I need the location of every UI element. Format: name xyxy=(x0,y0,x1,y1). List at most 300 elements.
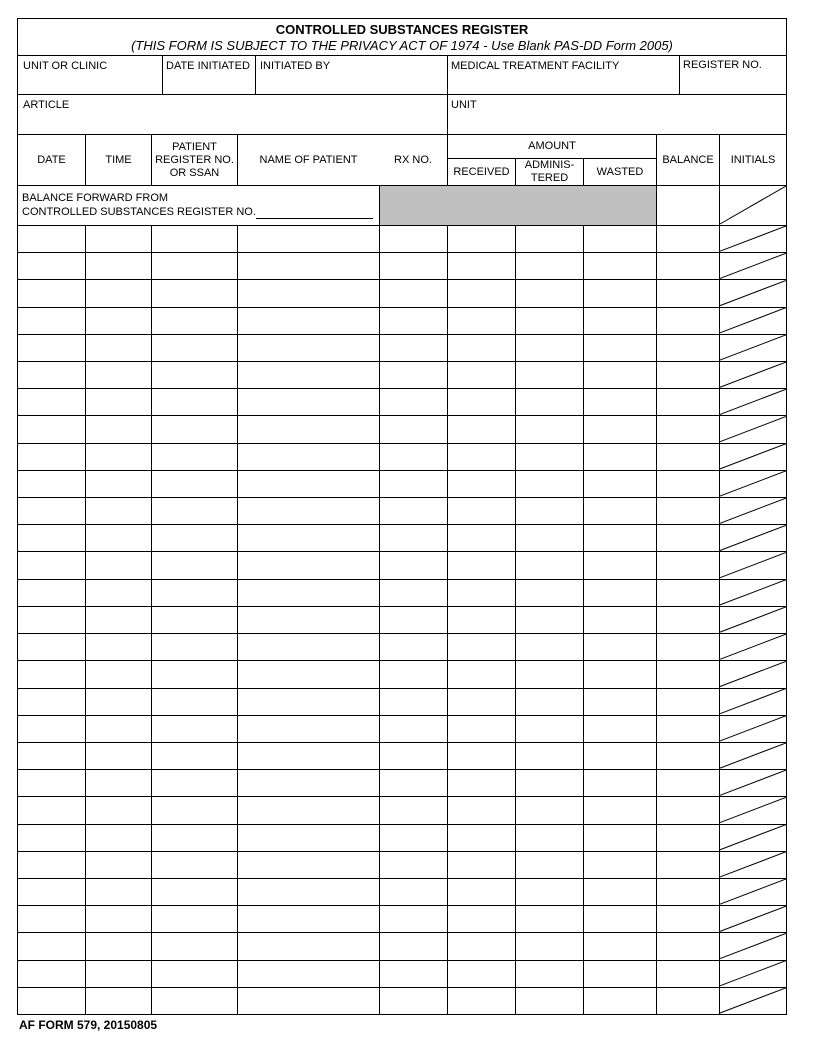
cell-wasted[interactable] xyxy=(584,497,656,524)
cell-rx-no[interactable] xyxy=(380,878,447,905)
cell-date[interactable] xyxy=(19,796,85,823)
cell-name-of-patient[interactable] xyxy=(238,960,379,987)
cell-received[interactable] xyxy=(448,633,515,660)
cell-balance[interactable] xyxy=(657,415,719,442)
cell-wasted[interactable] xyxy=(584,415,656,442)
balance-forward-label-line1: BALANCE FORWARD FROM xyxy=(22,192,169,204)
initials-diagonal xyxy=(720,389,786,414)
cell-wasted[interactable] xyxy=(584,307,656,334)
cell-patient-register[interactable] xyxy=(152,660,237,687)
cell-patient-register[interactable] xyxy=(152,606,237,633)
cell-wasted[interactable] xyxy=(584,960,656,987)
cell-wasted[interactable] xyxy=(584,252,656,279)
cell-name-of-patient[interactable] xyxy=(238,742,379,769)
cell-received[interactable] xyxy=(448,279,515,306)
col-balance-header: BALANCE xyxy=(662,153,714,166)
cell-date[interactable] xyxy=(19,307,85,334)
cell-patient-register[interactable] xyxy=(152,688,237,715)
cell-name-of-patient[interactable] xyxy=(238,361,379,388)
cell-administered[interactable] xyxy=(516,334,583,361)
cell-received[interactable] xyxy=(448,688,515,715)
initials-diagonal xyxy=(720,580,786,605)
cell-date[interactable] xyxy=(19,905,85,932)
cell-name-of-patient[interactable] xyxy=(238,878,379,905)
cell-wasted[interactable] xyxy=(584,796,656,823)
table-row xyxy=(18,579,786,606)
cell-rx-no[interactable] xyxy=(380,769,447,796)
cell-time[interactable] xyxy=(86,334,151,361)
initials-diagonal xyxy=(720,280,786,305)
cell-wasted[interactable] xyxy=(584,987,656,1014)
cell-time[interactable] xyxy=(86,415,151,442)
cell-administered[interactable] xyxy=(516,715,583,742)
cell-date[interactable] xyxy=(19,415,85,442)
initials-diagonal xyxy=(720,335,786,360)
cell-administered[interactable] xyxy=(516,932,583,959)
cell-received[interactable] xyxy=(448,769,515,796)
cell-wasted[interactable] xyxy=(584,470,656,497)
cell-time[interactable] xyxy=(86,878,151,905)
balance-forward-register-no-input[interactable] xyxy=(256,205,373,219)
article-field[interactable] xyxy=(18,95,447,134)
cell-date[interactable] xyxy=(19,960,85,987)
cell-name-of-patient[interactable] xyxy=(238,443,379,470)
cell-received[interactable] xyxy=(448,551,515,578)
initials-diagonal xyxy=(720,525,786,550)
cell-patient-register[interactable] xyxy=(152,715,237,742)
cell-name-of-patient[interactable] xyxy=(238,334,379,361)
cell-balance[interactable] xyxy=(657,660,719,687)
cell-date[interactable] xyxy=(19,769,85,796)
form-subtitle: (THIS FORM IS SUBJECT TO THE PRIVACY ACT OF 1974 - Use Blank PAS-DD Form 2005) xyxy=(131,38,673,53)
cell-time[interactable] xyxy=(86,443,151,470)
cell-wasted[interactable] xyxy=(584,361,656,388)
cell-patient-register[interactable] xyxy=(152,769,237,796)
cell-balance[interactable] xyxy=(657,932,719,959)
cell-name-of-patient[interactable] xyxy=(238,905,379,932)
cell-time[interactable] xyxy=(86,715,151,742)
cell-balance[interactable] xyxy=(657,579,719,606)
cell-rx-no[interactable] xyxy=(380,851,447,878)
cell-balance[interactable] xyxy=(657,470,719,497)
cell-date[interactable] xyxy=(19,252,85,279)
cell-rx-no[interactable] xyxy=(380,252,447,279)
cell-patient-register[interactable] xyxy=(152,252,237,279)
cell-balance[interactable] xyxy=(657,633,719,660)
table-row xyxy=(18,551,786,578)
cell-wasted[interactable] xyxy=(584,905,656,932)
register-no-field[interactable] xyxy=(680,56,786,94)
table-row xyxy=(18,905,786,932)
initials-diagonal xyxy=(720,988,786,1013)
cell-wasted[interactable] xyxy=(584,742,656,769)
cell-name-of-patient[interactable] xyxy=(238,796,379,823)
cell-name-of-patient[interactable] xyxy=(238,225,379,252)
unit-field[interactable] xyxy=(448,95,786,134)
initiated-by-field[interactable] xyxy=(256,56,447,94)
cell-name-of-patient[interactable] xyxy=(238,497,379,524)
cell-wasted[interactable] xyxy=(584,524,656,551)
cell-rx-no[interactable] xyxy=(380,742,447,769)
cell-patient-register[interactable] xyxy=(152,878,237,905)
cell-time[interactable] xyxy=(86,388,151,415)
cell-administered[interactable] xyxy=(516,551,583,578)
cell-balance[interactable] xyxy=(657,388,719,415)
cell-balance[interactable] xyxy=(657,551,719,578)
table-row xyxy=(18,415,786,442)
cell-name-of-patient[interactable] xyxy=(238,633,379,660)
cell-administered[interactable] xyxy=(516,633,583,660)
cell-patient-register[interactable] xyxy=(152,334,237,361)
cell-time[interactable] xyxy=(86,497,151,524)
cell-wasted[interactable] xyxy=(584,633,656,660)
cell-balance[interactable] xyxy=(657,334,719,361)
balance-forward-shaded-area xyxy=(379,186,656,225)
cell-name-of-patient[interactable] xyxy=(238,769,379,796)
cell-time[interactable] xyxy=(86,987,151,1014)
cell-time[interactable] xyxy=(86,551,151,578)
cell-rx-no[interactable] xyxy=(380,987,447,1014)
initials-diagonal xyxy=(720,716,786,741)
cell-date[interactable] xyxy=(19,851,85,878)
cell-rx-no[interactable] xyxy=(380,606,447,633)
cell-rx-no[interactable] xyxy=(380,334,447,361)
table-row xyxy=(18,470,786,497)
cell-rx-no[interactable] xyxy=(380,470,447,497)
cell-received[interactable] xyxy=(448,225,515,252)
cell-wasted[interactable] xyxy=(584,932,656,959)
table-row xyxy=(18,851,786,878)
cell-date[interactable] xyxy=(19,932,85,959)
cell-received[interactable] xyxy=(448,334,515,361)
cell-received[interactable] xyxy=(448,470,515,497)
cell-time[interactable] xyxy=(86,660,151,687)
cell-received[interactable] xyxy=(448,660,515,687)
table-row xyxy=(18,960,786,987)
cell-time[interactable] xyxy=(86,579,151,606)
cell-name-of-patient[interactable] xyxy=(238,932,379,959)
cell-patient-register[interactable] xyxy=(152,415,237,442)
col-amount-header: AMOUNT xyxy=(528,140,576,152)
cell-date[interactable] xyxy=(19,660,85,687)
cell-patient-register[interactable] xyxy=(152,307,237,334)
cell-balance[interactable] xyxy=(657,878,719,905)
initials-diagonal xyxy=(720,362,786,387)
cell-balance[interactable] xyxy=(657,606,719,633)
unit-or-clinic-field[interactable] xyxy=(18,56,162,94)
cell-administered[interactable] xyxy=(516,579,583,606)
cell-rx-no[interactable] xyxy=(380,660,447,687)
cell-time[interactable] xyxy=(86,905,151,932)
cell-balance[interactable] xyxy=(657,443,719,470)
cell-patient-register[interactable] xyxy=(152,470,237,497)
cell-date[interactable] xyxy=(19,633,85,660)
cell-date[interactable] xyxy=(19,225,85,252)
medical-treatment-facility-field[interactable] xyxy=(448,56,679,94)
cell-name-of-patient[interactable] xyxy=(238,524,379,551)
cell-administered[interactable] xyxy=(516,388,583,415)
cell-balance[interactable] xyxy=(657,497,719,524)
cell-time[interactable] xyxy=(86,606,151,633)
cell-time[interactable] xyxy=(86,851,151,878)
cell-rx-no[interactable] xyxy=(380,932,447,959)
cell-name-of-patient[interactable] xyxy=(238,551,379,578)
cell-received[interactable] xyxy=(448,905,515,932)
cell-time[interactable] xyxy=(86,824,151,851)
cell-rx-no[interactable] xyxy=(380,388,447,415)
cell-name-of-patient[interactable] xyxy=(238,252,379,279)
cell-time[interactable] xyxy=(86,688,151,715)
cell-balance[interactable] xyxy=(657,960,719,987)
cell-balance[interactable] xyxy=(657,715,719,742)
cell-patient-register[interactable] xyxy=(152,633,237,660)
cell-name-of-patient[interactable] xyxy=(238,579,379,606)
col-date-header: DATE xyxy=(37,153,66,166)
cell-time[interactable] xyxy=(86,742,151,769)
cell-date[interactable] xyxy=(19,878,85,905)
cell-balance[interactable] xyxy=(657,252,719,279)
table-row xyxy=(18,225,786,252)
cell-patient-register[interactable] xyxy=(152,960,237,987)
cell-time[interactable] xyxy=(86,932,151,959)
cell-received[interactable] xyxy=(448,443,515,470)
cell-received[interactable] xyxy=(448,960,515,987)
cell-balance[interactable] xyxy=(657,688,719,715)
initials-diagonal xyxy=(720,308,786,333)
cell-administered[interactable] xyxy=(516,824,583,851)
cell-time[interactable] xyxy=(86,769,151,796)
cell-received[interactable] xyxy=(448,851,515,878)
cell-patient-register[interactable] xyxy=(152,932,237,959)
cell-rx-no[interactable] xyxy=(380,905,447,932)
cell-balance[interactable] xyxy=(657,851,719,878)
cell-administered[interactable] xyxy=(516,225,583,252)
cell-time[interactable] xyxy=(86,796,151,823)
cell-wasted[interactable] xyxy=(584,579,656,606)
cell-balance[interactable] xyxy=(657,905,719,932)
cell-name-of-patient[interactable] xyxy=(238,660,379,687)
cell-administered[interactable] xyxy=(516,443,583,470)
cell-rx-no[interactable] xyxy=(380,307,447,334)
cell-time[interactable] xyxy=(86,960,151,987)
cell-administered[interactable] xyxy=(516,960,583,987)
cell-date[interactable] xyxy=(19,524,85,551)
cell-date[interactable] xyxy=(19,551,85,578)
cell-received[interactable] xyxy=(448,878,515,905)
cell-rx-no[interactable] xyxy=(380,225,447,252)
initials-diagonal xyxy=(720,689,786,714)
cell-time[interactable] xyxy=(86,307,151,334)
cell-time[interactable] xyxy=(86,252,151,279)
cell-name-of-patient[interactable] xyxy=(238,715,379,742)
cell-received[interactable] xyxy=(448,579,515,606)
cell-patient-register[interactable] xyxy=(152,497,237,524)
cell-balance[interactable] xyxy=(657,796,719,823)
cell-name-of-patient[interactable] xyxy=(238,415,379,442)
cell-rx-no[interactable] xyxy=(380,796,447,823)
cell-patient-register[interactable] xyxy=(152,388,237,415)
cell-date[interactable] xyxy=(19,688,85,715)
cell-rx-no[interactable] xyxy=(380,824,447,851)
cell-balance[interactable] xyxy=(657,225,719,252)
cell-balance[interactable] xyxy=(657,824,719,851)
cell-wasted[interactable] xyxy=(584,878,656,905)
cell-wasted[interactable] xyxy=(584,851,656,878)
cell-wasted[interactable] xyxy=(584,824,656,851)
cell-date[interactable] xyxy=(19,388,85,415)
cell-rx-no[interactable] xyxy=(380,415,447,442)
cell-balance[interactable] xyxy=(657,987,719,1014)
cell-name-of-patient[interactable] xyxy=(238,606,379,633)
cell-received[interactable] xyxy=(448,497,515,524)
cell-patient-register[interactable] xyxy=(152,987,237,1014)
cell-rx-no[interactable] xyxy=(380,497,447,524)
cell-received[interactable] xyxy=(448,524,515,551)
unit-or-clinic-label: UNIT OR CLINIC xyxy=(23,60,108,72)
cell-name-of-patient[interactable] xyxy=(238,688,379,715)
cell-rx-no[interactable] xyxy=(380,279,447,306)
cell-time[interactable] xyxy=(86,279,151,306)
cell-administered[interactable] xyxy=(516,769,583,796)
cell-administered[interactable] xyxy=(516,606,583,633)
cell-time[interactable] xyxy=(86,225,151,252)
initials-diagonal xyxy=(720,852,786,877)
cell-balance[interactable] xyxy=(657,307,719,334)
cell-patient-register[interactable] xyxy=(152,443,237,470)
cell-administered[interactable] xyxy=(516,279,583,306)
cell-received[interactable] xyxy=(448,932,515,959)
cell-patient-register[interactable] xyxy=(152,824,237,851)
cell-administered[interactable] xyxy=(516,524,583,551)
cell-date[interactable] xyxy=(19,715,85,742)
cell-patient-register[interactable] xyxy=(152,279,237,306)
cell-received[interactable] xyxy=(448,606,515,633)
cell-wasted[interactable] xyxy=(584,334,656,361)
cell-patient-register[interactable] xyxy=(152,851,237,878)
cell-name-of-patient[interactable] xyxy=(238,388,379,415)
cell-date[interactable] xyxy=(19,579,85,606)
cell-received[interactable] xyxy=(448,824,515,851)
cell-date[interactable] xyxy=(19,361,85,388)
cell-administered[interactable] xyxy=(516,742,583,769)
cell-date[interactable] xyxy=(19,497,85,524)
cell-rx-no[interactable] xyxy=(380,579,447,606)
cell-received[interactable] xyxy=(448,796,515,823)
cell-balance[interactable] xyxy=(657,742,719,769)
cell-date[interactable] xyxy=(19,606,85,633)
date-initiated-field[interactable] xyxy=(163,56,255,94)
cell-received[interactable] xyxy=(448,307,515,334)
initials-diagonal xyxy=(720,552,786,577)
cell-patient-register[interactable] xyxy=(152,225,237,252)
cell-received[interactable] xyxy=(448,715,515,742)
cell-wasted[interactable] xyxy=(584,443,656,470)
cell-received[interactable] xyxy=(448,987,515,1014)
cell-name-of-patient[interactable] xyxy=(238,851,379,878)
cell-rx-no[interactable] xyxy=(380,443,447,470)
cell-wasted[interactable] xyxy=(584,660,656,687)
cell-date[interactable] xyxy=(19,470,85,497)
cell-received[interactable] xyxy=(448,415,515,442)
cell-administered[interactable] xyxy=(516,415,583,442)
cell-received[interactable] xyxy=(448,388,515,415)
cell-patient-register[interactable] xyxy=(152,905,237,932)
cell-date[interactable] xyxy=(19,987,85,1014)
cell-administered[interactable] xyxy=(516,688,583,715)
cell-rx-no[interactable] xyxy=(380,960,447,987)
cell-patient-register[interactable] xyxy=(152,524,237,551)
cell-administered[interactable] xyxy=(516,796,583,823)
cell-rx-no[interactable] xyxy=(380,524,447,551)
cell-administered[interactable] xyxy=(516,497,583,524)
cell-time[interactable] xyxy=(86,524,151,551)
cell-rx-no[interactable] xyxy=(380,633,447,660)
cell-patient-register[interactable] xyxy=(152,796,237,823)
cell-administered[interactable] xyxy=(516,361,583,388)
cell-rx-no[interactable] xyxy=(380,688,447,715)
cell-administered[interactable] xyxy=(516,470,583,497)
cell-balance[interactable] xyxy=(657,769,719,796)
cell-rx-no[interactable] xyxy=(380,551,447,578)
cell-date[interactable] xyxy=(19,824,85,851)
cell-administered[interactable] xyxy=(516,252,583,279)
cell-date[interactable] xyxy=(19,279,85,306)
cell-administered[interactable] xyxy=(516,851,583,878)
cell-wasted[interactable] xyxy=(584,225,656,252)
cell-wasted[interactable] xyxy=(584,715,656,742)
cell-name-of-patient[interactable] xyxy=(238,279,379,306)
cell-administered[interactable] xyxy=(516,905,583,932)
cell-name-of-patient[interactable] xyxy=(238,824,379,851)
col-patient-register-header: PATIENT REGISTER NO. OR SSAN xyxy=(155,140,234,179)
cell-time[interactable] xyxy=(86,470,151,497)
cell-wasted[interactable] xyxy=(584,388,656,415)
cell-balance[interactable] xyxy=(657,279,719,306)
initials-diagonal xyxy=(720,416,786,441)
cell-name-of-patient[interactable] xyxy=(238,307,379,334)
cell-name-of-patient[interactable] xyxy=(238,987,379,1014)
cell-rx-no[interactable] xyxy=(380,361,447,388)
cell-wasted[interactable] xyxy=(584,769,656,796)
cell-balance[interactable] xyxy=(657,361,719,388)
cell-rx-no[interactable] xyxy=(380,715,447,742)
balance-forward-balance-cell[interactable] xyxy=(657,186,719,225)
unit-label: UNIT xyxy=(451,99,477,111)
cell-patient-register[interactable] xyxy=(152,361,237,388)
cell-date[interactable] xyxy=(19,742,85,769)
cell-administered[interactable] xyxy=(516,987,583,1014)
cell-wasted[interactable] xyxy=(584,279,656,306)
cell-received[interactable] xyxy=(448,252,515,279)
cell-patient-register[interactable] xyxy=(152,579,237,606)
cell-administered[interactable] xyxy=(516,307,583,334)
cell-date[interactable] xyxy=(19,443,85,470)
cell-patient-register[interactable] xyxy=(152,742,237,769)
cell-wasted[interactable] xyxy=(584,606,656,633)
cell-name-of-patient[interactable] xyxy=(238,470,379,497)
cell-balance[interactable] xyxy=(657,524,719,551)
cell-received[interactable] xyxy=(448,361,515,388)
cell-wasted[interactable] xyxy=(584,551,656,578)
cell-received[interactable] xyxy=(448,742,515,769)
cell-administered[interactable] xyxy=(516,660,583,687)
cell-time[interactable] xyxy=(86,633,151,660)
cell-wasted[interactable] xyxy=(584,688,656,715)
cell-date[interactable] xyxy=(19,334,85,361)
cell-time[interactable] xyxy=(86,361,151,388)
cell-administered[interactable] xyxy=(516,878,583,905)
cell-patient-register[interactable] xyxy=(152,551,237,578)
